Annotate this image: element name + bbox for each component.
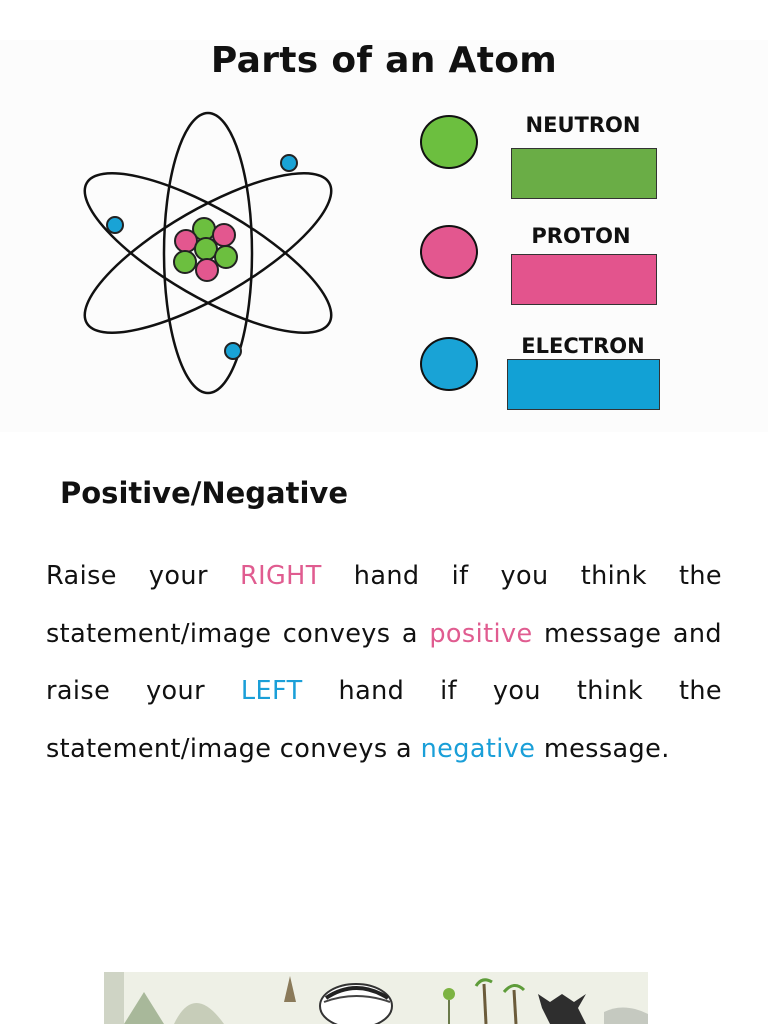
proton-swatch — [511, 254, 657, 305]
nucleus-neutron — [174, 251, 196, 273]
positive-keyword: positive — [429, 618, 533, 649]
text-segment: message. — [535, 733, 670, 764]
negative-keyword: negative — [420, 733, 536, 764]
nucleus-proton — [175, 230, 197, 252]
page-title: Parts of an Atom — [210, 40, 558, 81]
electron — [107, 217, 123, 233]
left-keyword: LEFT — [240, 676, 303, 706]
instruction-paragraph — [46, 548, 722, 778]
nucleus-neutron — [215, 246, 237, 268]
text-segment: Raise your — [46, 561, 240, 591]
electron — [281, 155, 297, 171]
electron-label: ELECTRON — [521, 334, 645, 358]
proton-label: PROTON — [531, 224, 631, 248]
text-segment: message and raise your — [46, 618, 722, 706]
neutron-label: NEUTRON — [525, 113, 641, 137]
right-keyword: RIGHT — [239, 561, 322, 591]
neutron-circle-icon — [420, 115, 478, 169]
atom-illustration — [80, 108, 340, 398]
section-heading: Positive/Negative — [60, 476, 348, 510]
nucleus-neutron — [195, 238, 217, 260]
text-segment: hand if you think the statement/image conveys a — [46, 561, 722, 649]
scene-illustration — [104, 972, 648, 1024]
electron-swatch — [507, 359, 660, 410]
text-segment: hand if you think the statement/image conveys a — [46, 676, 722, 764]
proton-circle-icon — [420, 225, 478, 279]
electron-circle-icon — [420, 337, 478, 391]
nucleus-proton — [196, 259, 218, 281]
nucleus-proton — [213, 224, 235, 246]
neutron-swatch — [511, 148, 657, 199]
electron — [225, 343, 241, 359]
